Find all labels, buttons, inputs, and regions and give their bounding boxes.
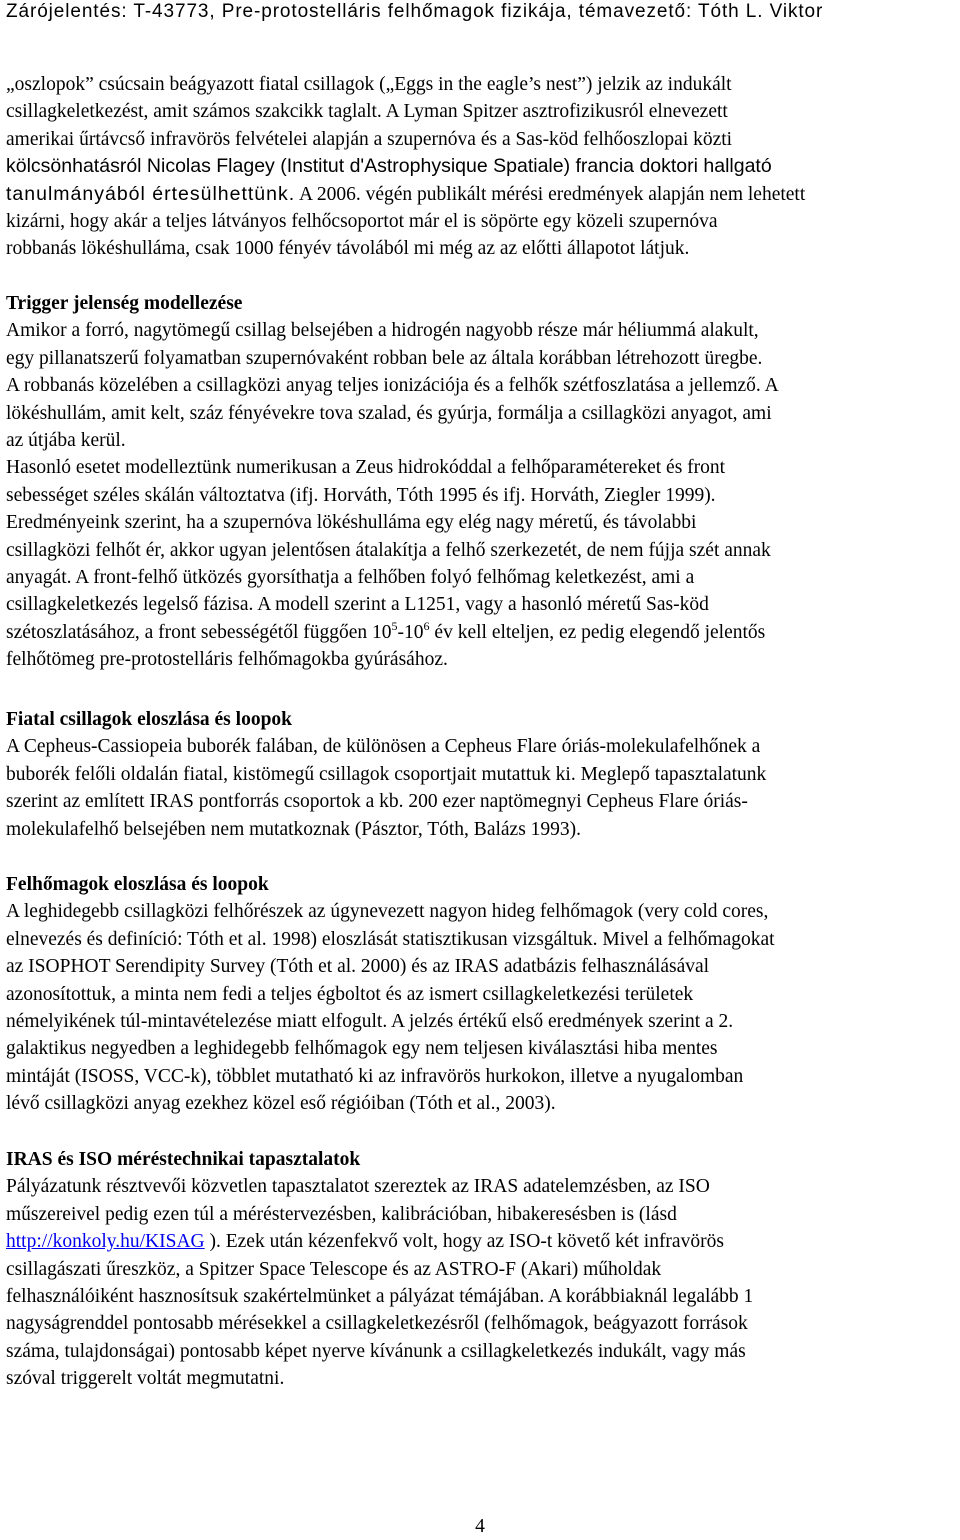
section-young-stars xyxy=(6,706,950,843)
konkoly-kisag-link[interactable]: http://konkoly.hu/KISAG xyxy=(6,1231,205,1253)
text-line: A robbanás közelében a csillagközi anyag teljes ionizációja és a felhők szétfoszlatása a jellemző. A xyxy=(6,375,779,397)
section-iras-iso xyxy=(6,1146,950,1393)
text-line: lévő csillagközi anyag ezekhez közel eső régióiban (Tóth et al., 2003). xyxy=(6,1093,556,1115)
text-line: az ISOPHOT Serendipity Survey (Tóth et al. 2000) és az IRAS adatbázis felhasználásával xyxy=(6,956,710,978)
text-span: ). Ezek után kézenfekvő volt, hogy az ISO-t követő két infravörös xyxy=(204,1231,724,1253)
text-line: A Cepheus-Cassiopeia buborék falában, de különösen a Cepheus Flare óriás-molekulafelhőnek a xyxy=(6,736,761,758)
section-heading: IRAS és ISO méréstechnikai tapasztalatok xyxy=(6,1149,361,1170)
text-line: csillagközi felhőt ér, akkor ugyan jelentősen átalakítja a felhő szerkezetét, de nem fújja szét annak xyxy=(6,539,771,561)
text-line: azonosítottuk, a minta nem fedi a teljes égboltot és az ismert csillagkeletkezési területek xyxy=(6,983,694,1005)
text-line: felhőtömeg pre-protostelláris felhőmagokba gyúrásához. xyxy=(6,649,448,671)
text-line: buborék felőli oldalán fiatal, kistömegű csillagok csoportjait mutattuk ki. Meglepő tapasztalatunk xyxy=(6,763,767,785)
text-line: A leghidegebb csillagközi felhőrészek az úgynevezett nagyon hideg felhőmagok (very cold cores, xyxy=(6,901,769,923)
text-line: Hasonló esetet modelleztünk numerikusan a Zeus hidrokóddal a felhőparamétereket és front xyxy=(6,457,726,479)
text-line: amerikai űrtávcső infravörös felvételei alapján a szupernóva és a Sas-köd felhőoszlopai közti xyxy=(6,128,733,150)
text-line: robbanás lökéshulláma, csak 1000 fényév távolából mi még az az előtti állapotot látjuk. xyxy=(6,238,690,260)
text-line: szerint az említett IRAS pontforrás csoportok a kb. 200 ezer naptömegnyi Cepheus Flare óriás- xyxy=(6,791,748,813)
section-heading: Felhőmagok eloszlása és loopok xyxy=(6,874,269,895)
text-line: némelyikének túl-mintavételezése miatt elfogult. A jelzés értékű első eredmények szerint a 2. xyxy=(6,1011,734,1033)
text-line: műszereivel pedig ezen túl a méréstervezésben, kalibrációban, hibakeresésben is (lásd xyxy=(6,1203,677,1225)
text-line: felhasználóiként hasznosítsuk szakértelmünket a pályázat témájában. A korábbiaknál legalább 1 xyxy=(6,1286,754,1308)
text-span: év kell elteljen, ez pedig elegendő jelentős xyxy=(429,621,766,643)
section-heading: Fiatal csillagok eloszlása és loopok xyxy=(6,709,293,730)
intro-paragraph xyxy=(6,71,950,263)
text-line: az útjába kerül. xyxy=(6,430,126,452)
section-cloud-cores xyxy=(6,871,950,1118)
text-line: kölcsönhatásról Nicolas Flagey (Institut d'Astrophysique Spatiale) francia doktori hallgató xyxy=(6,155,772,178)
section-heading: Trigger jelenség modellezése xyxy=(6,293,243,314)
text-line: Pályázatunk résztvevői közvetlen tapasztalatot szereztek az IRAS adatelemzésben, az ISO xyxy=(6,1176,710,1198)
superscript: 6 xyxy=(423,618,430,633)
text-line: Amikor a forró, nagytömegű csillag belsejében a hidrogén nagyobb része már héliummá alakult, xyxy=(6,320,759,342)
page-number: 4 xyxy=(475,1516,485,1537)
text-line: csillagászati űreszköz, a Spitzer Space Telescope és az ASTRO-F (Akari) műholdak xyxy=(6,1258,662,1280)
text-span: szétoszlatásához, a front sebességétől függően 10 xyxy=(6,621,392,643)
text-line: egy pillanatszerű folyamatban szupernóvaként robban bele az általa korábban létrehozott üregbe. xyxy=(6,347,763,369)
text-span: A 2006. végén publikált mérési eredmények alapján nem lehetett xyxy=(295,183,806,205)
page-header: Zárójelentés: T-43773, Pre-protostelláris felhőmagok fizikája, témavezető: Tóth L. Viktor xyxy=(6,1,824,22)
text-span: tanulmányából értesülhettünk. xyxy=(6,182,296,205)
section-trigger xyxy=(6,290,950,674)
text-line: száma, tulajdonságai) pontosabb képet nyerve kívánunk a csillagkeletkezés indukált, vagy más xyxy=(6,1340,746,1362)
text-line: kizárni, hogy akár a teljes látványos felhőcsoportot már el is söpörte egy közeli szupernóva xyxy=(6,211,718,233)
text-line: nagyságrenddel pontosabb mérésekkel a csillagkeletkezésről (felhőmagok, beágyazott források xyxy=(6,1313,748,1335)
text-line: molekulafelhő belsejében nem mutatkoznak (Pásztor, Tóth, Balázs 1993). xyxy=(6,818,582,840)
text-line: csillagkeletkezés legelső fázisa. A modell szerint a L1251, vagy a hasonló méretű Sas-köd xyxy=(6,594,709,616)
text-line: csillagkeletkezést, amit számos szakcikk taglalt. A Lyman Spitzer asztrofizikusról elnevezett xyxy=(6,101,728,123)
text-line: sebességet széles skálán változtatva (ifj. Horváth, Tóth 1995 és ifj. Horváth, Ziegler 1999). xyxy=(6,484,716,506)
text-line: mintáját (ISOSS, VCC-k), többlet mutatható ki az infravörös hurkokon, illetve a nyugalomban xyxy=(6,1065,744,1087)
text-line: szóval triggerelt voltát megmutatni. xyxy=(6,1368,285,1390)
text-line: „oszlopok” csúcsain beágyazott fiatal csillagok („Eggs in the eagle’s nest”) jelzik az indukált xyxy=(6,74,732,95)
text-span: -10 xyxy=(397,621,424,643)
superscript: 5 xyxy=(391,618,398,633)
text-line: galaktikus negyedben a leghidegebb felhőmagok egy nem teljesen kiválasztási hiba mentes xyxy=(6,1038,718,1060)
text-line: lökéshullám, amit kelt, száz fényévekre tova szalad, és gyúrja, formálja a csillagközi anyagot, ami xyxy=(6,402,772,424)
text-line: anyagát. A front-felhő ütközés gyorsíthatja a felhőben folyó felhőmag keletkezést, ami a xyxy=(6,567,695,589)
text-line: elnevezés és definíció: Tóth et al. 1998) eloszlását statisztikusan vizsgáltuk. Mivel a felhőmagokat xyxy=(6,928,775,950)
text-line: Eredményeink szerint, ha a szupernóva lökéshulláma egy elég nagy méretű, és távolabbi xyxy=(6,512,697,534)
